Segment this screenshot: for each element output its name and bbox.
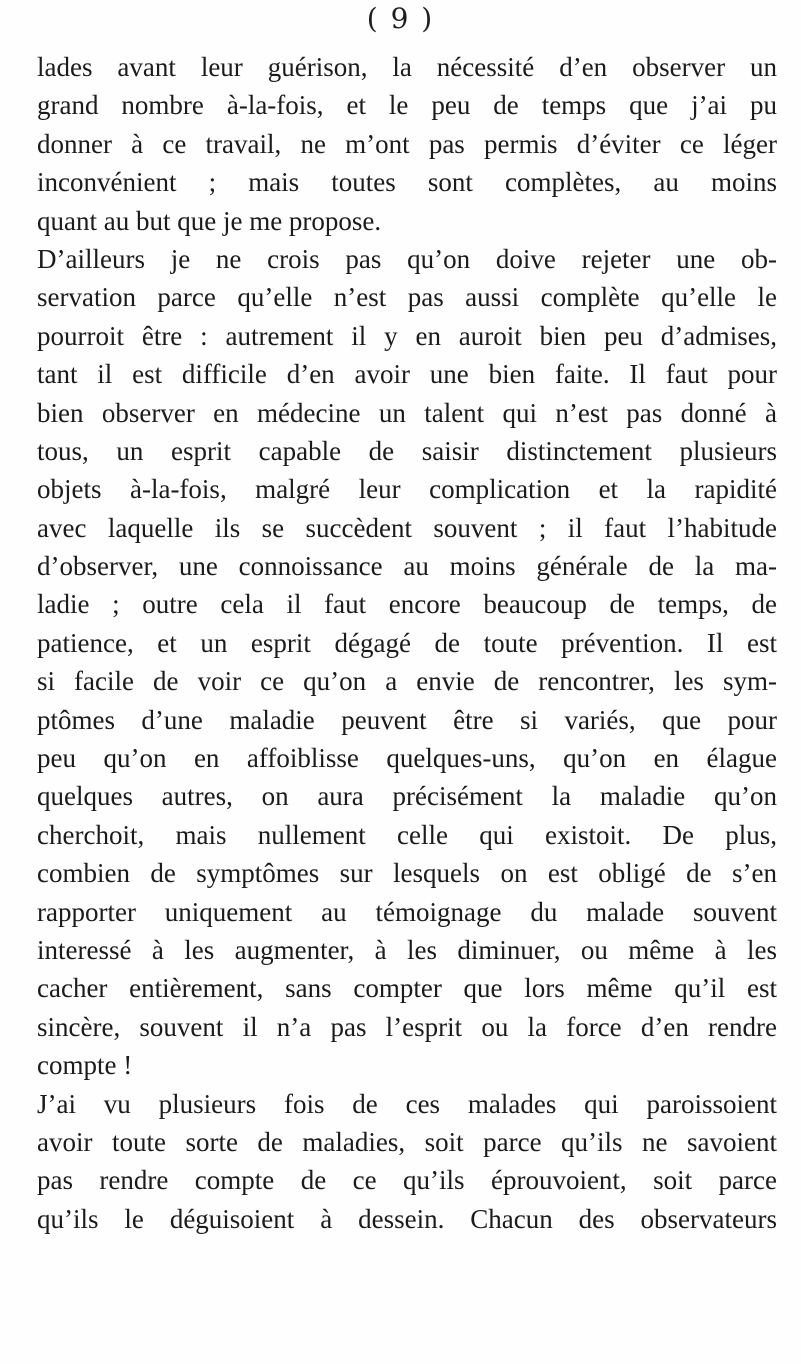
- text-line: cacher entièrement, sans compter que lors même qu’il est: [37, 973, 777, 1004]
- text-line: avec laquelle ils se succèdent souvent ; il faut l’habitude: [37, 512, 777, 543]
- text-line: J’ai vu plusieurs fois de ces malades qui paroissoient: [37, 1088, 777, 1119]
- text-line: pas rendre compte de ce qu’ils éprouvoient, soit parce: [37, 1165, 777, 1196]
- text-line: patience, et un esprit dégagé de toute prévention. Il est: [37, 627, 777, 658]
- text-line: rapporter uniquement au témoignage du malade souvent: [37, 896, 777, 927]
- text-line: compte !: [37, 1050, 133, 1081]
- text-line: donner à ce travail, ne m’ont pas permis d’éviter ce léger: [37, 128, 777, 159]
- text-line: lades avant leur guérison, la nécessité d’en observer un: [37, 52, 777, 82]
- text-line: interessé à les augmenter, à les diminuer, ou même à les: [37, 934, 777, 965]
- text-line: ladie ; outre cela il faut encore beaucoup de temps, de: [37, 589, 777, 620]
- text-line: objets à-la-fois, malgré leur complication et la rapidité: [37, 474, 777, 505]
- text-line: D’ailleurs je ne crois pas qu’on doive rejeter une ob-: [37, 243, 777, 274]
- text-line: peu qu’on en affoiblisse quelques-uns, qu’on en élague: [37, 743, 777, 774]
- text-line: grand nombre à-la-fois, et le peu de temps que j’ai pu: [37, 90, 777, 121]
- text-line: quelques autres, on aura précisément la maladie qu’on: [37, 781, 777, 812]
- text-line: pourroit être : autrement il y en auroit bien peu d’admises,: [37, 320, 777, 351]
- text-line: inconvénient ; mais toutes sont complètes, au moins: [37, 167, 777, 198]
- body-text: [37, 48, 777, 1238]
- text-line: si facile de voir ce qu’on a envie de rencontrer, les sym-: [37, 666, 777, 697]
- text-line: bien observer en médecine un talent qui n’est pas donné à: [37, 397, 777, 428]
- text-line: avoir toute sorte de maladies, soit parce qu’ils ne savoient: [37, 1126, 777, 1157]
- text-line: tous, un esprit capable de saisir distinctement plusieurs: [37, 435, 777, 466]
- text-line: ptômes d’une maladie peuvent être si variés, que pour: [37, 704, 777, 735]
- text-line: servation parce qu’elle n’est pas aussi complète qu’elle le: [37, 282, 777, 313]
- text-line: d’observer, une connoissance au moins générale de la ma-: [37, 551, 777, 582]
- text-line: qu’ils le déguisoient à dessein. Chacun des observateurs: [37, 1203, 777, 1234]
- text-line: cherchoit, mais nullement celle qui existoit. De plus,: [37, 819, 777, 850]
- page-number: ( 9 ): [366, 2, 435, 35]
- text-line: quant au but que je me propose.: [37, 205, 382, 236]
- text-line: combien de symptômes sur lesquels on est obligé de s’en: [37, 858, 777, 889]
- text-line: sincère, souvent il n’a pas l’esprit ou la force d’en rendre: [37, 1011, 777, 1042]
- text-line: tant il est difficile d’en avoir une bien faite. Il faut pour: [37, 359, 777, 390]
